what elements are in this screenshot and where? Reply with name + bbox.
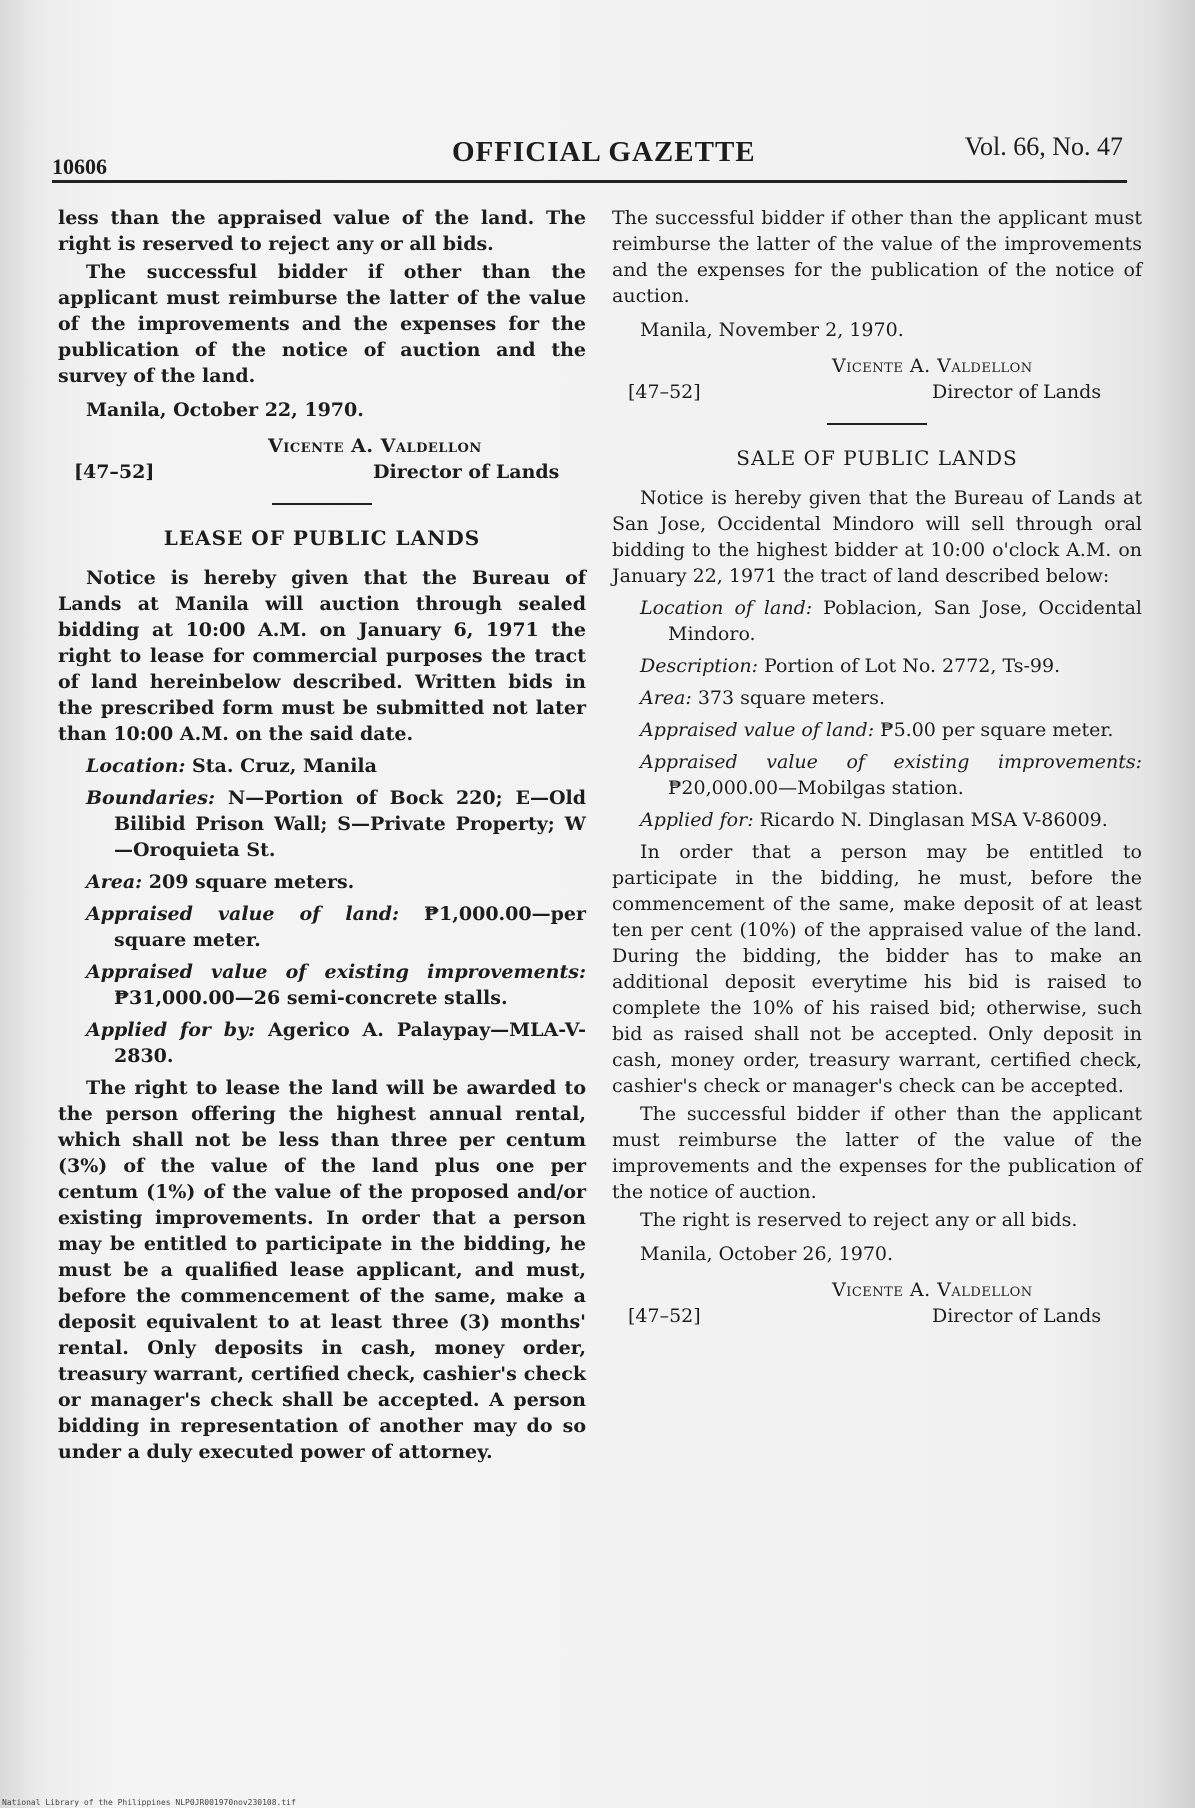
header-rule xyxy=(52,180,1127,183)
item-list xyxy=(58,753,586,1069)
signatory-title: Director of Lands xyxy=(373,461,560,483)
item-label: Location: xyxy=(86,755,186,777)
item-label: Location of land: xyxy=(640,597,813,619)
continued-paragraph: less than the appraised value of the land. The right is reserved to reject any or all bids. xyxy=(58,207,586,255)
item-label: Appraised value of existing improvements: xyxy=(86,961,586,983)
item-value: N—Portion of Bock 220; E—Old Bilibid Prison Wall; S—Private Property; W—Oroquieta St. xyxy=(114,787,586,861)
item-label: Appraised value of land: xyxy=(86,903,400,925)
item-label: Area: xyxy=(86,871,143,893)
signatory-name: Vicente A. Valdellon xyxy=(268,435,482,457)
issue-reference: [47–52] xyxy=(628,381,701,403)
signatory-name: Vicente A. Valdellon xyxy=(832,355,1033,377)
item-value: Ricardo N. Dinglasan MSA V-86009. xyxy=(753,809,1108,831)
list-item xyxy=(58,869,586,895)
item-value: ₱1,000.00—per square meter. xyxy=(114,903,586,951)
signature-block xyxy=(58,429,586,487)
section-heading: SALE OF PUBLIC LANDS xyxy=(736,446,1018,470)
signature-block xyxy=(612,1273,1142,1331)
item-value: ₱31,000.00—26 semi-concrete stalls. xyxy=(114,987,508,1009)
item-label: Applied for by: xyxy=(86,1019,256,1041)
signature-block xyxy=(612,349,1142,407)
item-label: Area: xyxy=(640,687,692,709)
list-item xyxy=(58,901,586,953)
list-item xyxy=(612,653,1142,679)
item-label: Appraised value of existing improvements: xyxy=(640,751,1142,773)
body-paragraph: The right to lease the land will be awarded to the person offering the highest annual rental, which shall not be less than three per centum (3%) of the value of the land plus one per centum (1%) of the value of the proposed and/or existing improvements. In order that a person may be entitled to participate in the bidding, he must be a qualified lease applicant, and must, before the commencement of the same, make a deposit equivalent to at least three (3) months' rental. Only deposits in cash, money order, treasury warrant, certified check, cashier's check or manager's check shall be accepted. A person bidding in representation of another may do so under a duly executed power of attorney. xyxy=(58,1077,586,1463)
item-value: 373 square meters. xyxy=(691,687,885,709)
left-column xyxy=(58,205,586,1467)
item-label: Applied for: xyxy=(640,809,754,831)
issue-reference: [47–52] xyxy=(74,461,155,483)
volume-number: Vol. 66, No. 47 xyxy=(964,132,1123,161)
list-item xyxy=(612,807,1142,833)
list-item xyxy=(612,717,1142,743)
page-number: 10606 xyxy=(52,154,107,179)
notice-paragraph: Notice is hereby given that the Bureau of Lands at Manila will auction through sealed bidding at 10:00 A.M. on January 6, 1971 the right to lease for commercial purposes the tract of land hereinbelow described. Written bids in the prescribed form must be submitted not later than 10:00 A.M. on the said date. xyxy=(58,567,586,745)
list-item xyxy=(612,685,1142,711)
list-item xyxy=(612,749,1142,801)
item-value: Portion of Lot No. 2772, Ts-99. xyxy=(757,655,1061,677)
signatory-name: Vicente A. Valdellon xyxy=(832,1279,1033,1301)
notice-date: Manila, October 22, 1970. xyxy=(86,399,364,421)
signatory-title: Director of Lands xyxy=(932,1305,1102,1327)
item-value: ₱20,000.00—Mobilgas station. xyxy=(668,777,964,799)
list-item xyxy=(612,595,1142,647)
notice-date: Manila, October 26, 1970. xyxy=(640,1243,894,1265)
page-header xyxy=(52,132,1135,182)
item-label: Description: xyxy=(640,655,758,677)
list-item xyxy=(58,785,586,863)
list-item xyxy=(58,753,586,779)
section-separator xyxy=(827,423,927,425)
right-column xyxy=(612,205,1142,1331)
reject-paragraph: The right is reserved to reject any or all bids. xyxy=(640,1209,1078,1231)
issue-reference: [47–52] xyxy=(628,1305,701,1327)
notice-date: Manila, November 2, 1970. xyxy=(640,319,904,341)
item-label: Boundaries: xyxy=(86,787,215,809)
item-value: ₱5.00 per square meter. xyxy=(874,719,1114,741)
list-item xyxy=(58,959,586,1011)
section-separator xyxy=(272,503,372,505)
publication-title: OFFICIAL GAZETTE xyxy=(452,136,756,168)
continued-paragraph: The successful bidder if other than the applicant must reimburse the latter of the value of the improvements and the expenses for the publication of the notice of auction. xyxy=(612,207,1142,307)
scan-footer: National Library of the Philippines NLP0JR001970nov230108.tif xyxy=(2,1798,296,1807)
item-label: Appraised value of land: xyxy=(640,719,875,741)
reimburse-paragraph: The successful bidder if other than the applicant must reimburse the latter of the value of the improvements and the expenses for the publication of the notice of auction. xyxy=(612,1103,1142,1203)
item-value: 209 square meters. xyxy=(142,871,355,893)
item-value: Poblacion, San Jose, Occidental Mindoro. xyxy=(668,597,1143,645)
item-value: Sta. Cruz, Manila xyxy=(185,755,377,777)
item-list xyxy=(612,595,1142,833)
list-item xyxy=(58,1017,586,1069)
signatory-title: Director of Lands xyxy=(932,381,1102,403)
item-value: Agerico A. Palaypay—MLA-V-2830. xyxy=(114,1019,586,1067)
deposit-paragraph: In order that a person may be entitled to participate in the bidding, he must, before the commencement of the same, make deposit of at least ten per cent (10%) of the appraised value of the land. During the bidding, the bidder has to make an additional deposit everytime his bid is raised to complete the 10% of his raised bid; otherwise, such bid as raised shall not be accepted. Only deposit in cash, money order, treasury warrant, certified check, cashier's check or manager's check can be accepted. xyxy=(612,841,1142,1097)
section-heading: LEASE OF PUBLIC LANDS xyxy=(163,526,481,550)
reimburse-paragraph: The successful bidder if other than the applicant must reimburse the latter of the value of the improvements and the expenses for the publication of the notice of auction and the survey of the land. xyxy=(58,261,586,387)
notice-paragraph: Notice is hereby given that the Bureau of Lands at San Jose, Occidental Mindoro will sell through oral bidding to the highest bidder at 10:00 o'clock A.M. on January 22, 1971 the tract of land described below: xyxy=(612,487,1142,587)
